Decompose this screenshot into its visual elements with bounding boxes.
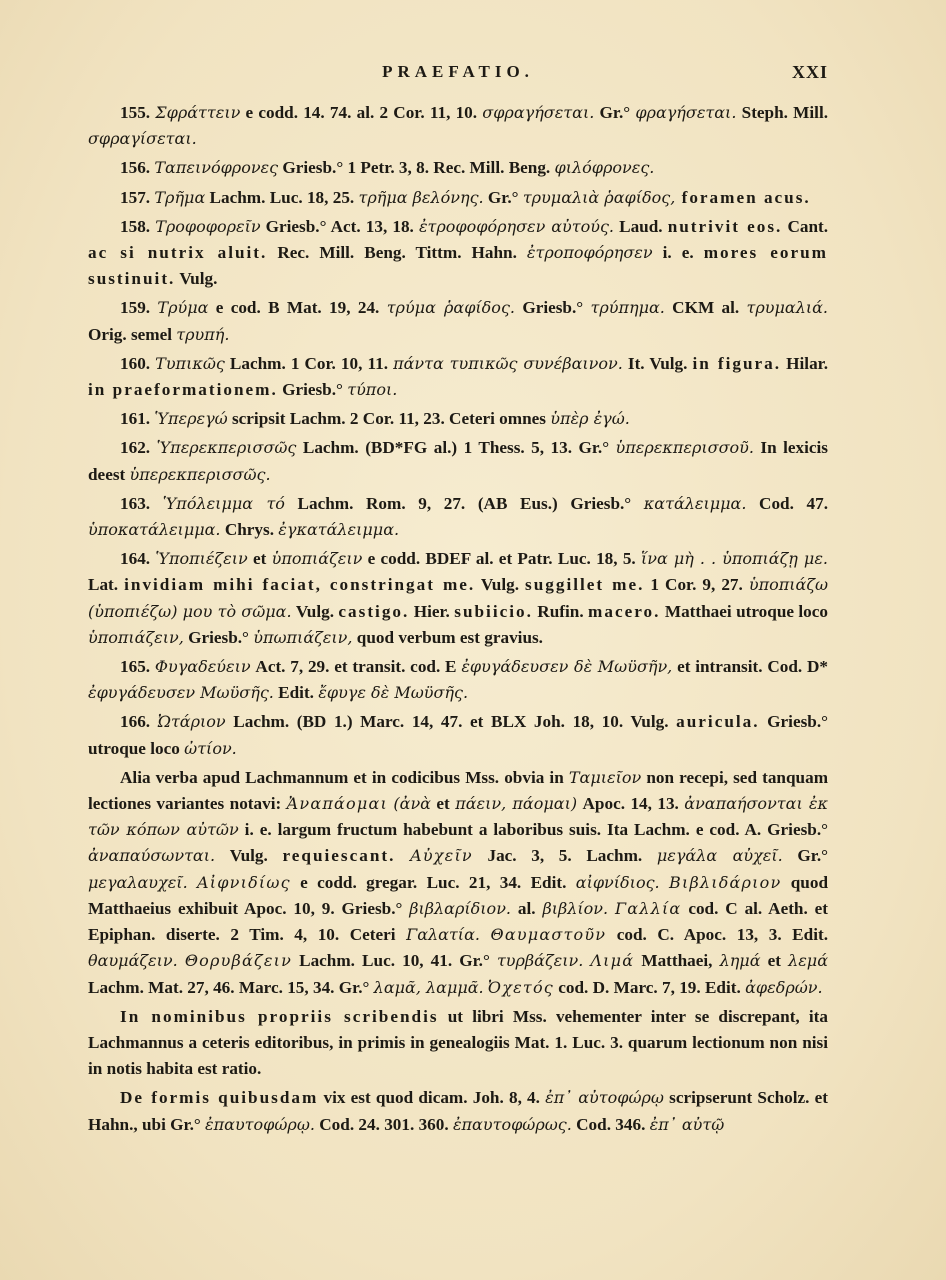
- latin-text: i. e.: [652, 243, 704, 263]
- greek-text: ἐφυγάδευσεν Μωϋσῆς.: [88, 683, 274, 703]
- latin-text: Rufin.: [532, 601, 589, 621]
- greek-text: Ὑπόλειμμα τό: [162, 493, 285, 513]
- latin-text: macero.: [588, 601, 661, 621]
- greek-text: πάειν, πάομαι): [455, 794, 578, 814]
- greek-text: ἀναπαύσωνται.: [88, 846, 216, 866]
- greek-text: ὑποπιάζειν,: [88, 627, 184, 647]
- latin-text: Griesb.°: [277, 380, 348, 400]
- latin-text: Vulg.: [215, 846, 283, 866]
- latin-text: Griesb.°: [183, 627, 254, 647]
- greek-text: ὑποκατάλειμμα.: [88, 520, 221, 540]
- entry-number: 160.: [120, 353, 151, 373]
- entry-number: 164.: [120, 549, 151, 569]
- latin-text: Laud.: [614, 216, 668, 236]
- latin-text: in praeformationem.: [88, 380, 278, 400]
- latin-text: 1 Cor. 9, 27.: [644, 575, 749, 595]
- greek-text: ὑποπιάζω (ὑποπιέζω) μου τὸ σῶμα.: [88, 575, 829, 621]
- latin-text: e codd. BDEF al. et Patr. Luc. 18, 5.: [362, 549, 641, 569]
- greek-text: λεμά: [788, 951, 828, 971]
- latin-text: Edit.: [273, 683, 319, 703]
- latin-text: Vulg.: [475, 575, 526, 595]
- entry-165: [88, 654, 828, 706]
- latin-text: ac si nutrix aluit.: [88, 243, 268, 263]
- latin-text: Steph. Mill.: [736, 103, 829, 122]
- greek-text: ἀναπαήσονται ἐκ τῶν κόπων αὐτῶν: [88, 794, 829, 840]
- greek-text: Ταπεινόφρονες: [154, 158, 279, 178]
- latin-text: Hier.: [409, 601, 455, 621]
- entry-157: [88, 185, 828, 211]
- latin-text: [608, 899, 615, 918]
- latin-text: Griesb.° Act. 13, 18.: [260, 216, 419, 236]
- greek-text: ὑποπιάζειν: [271, 549, 363, 569]
- latin-text: quod verbum est gravius.: [352, 627, 543, 647]
- greek-text: ὑπωπιάζειν,: [253, 627, 353, 647]
- greek-text: φραγήσεται.: [635, 103, 737, 122]
- greek-text: σφραγήσεται.: [482, 103, 595, 122]
- latin-text: Gr.°: [594, 103, 636, 122]
- latin-text: [660, 873, 669, 892]
- latin-text: Lachm. Mat. 27, 46. Marc. 15, 34. Gr.°: [88, 977, 374, 997]
- greek-text: Λιμά: [590, 951, 635, 971]
- greek-text: Τροφοφορεῖν: [155, 216, 261, 236]
- greek-text: ὑπερεκπερισσῶς.: [129, 464, 271, 484]
- entry-number: 166.: [120, 712, 151, 732]
- greek-text: Σφράττειν: [155, 103, 241, 122]
- entry-number: 158.: [120, 216, 151, 236]
- greek-text: κατάλειμμα.: [643, 493, 747, 513]
- greek-text: λημά: [719, 951, 761, 971]
- entry-number: 162.: [120, 438, 151, 458]
- latin-text: [178, 951, 185, 970]
- greek-text: Ὑπερεκπερισσῶς: [156, 438, 297, 458]
- latin-text: suggillet me.: [525, 575, 645, 595]
- greek-text: ἐφυγάδευσεν δὲ Μωϋσῆν,: [461, 657, 673, 677]
- latin-text: castigo.: [338, 601, 410, 621]
- latin-text: Matthaei,: [634, 951, 720, 971]
- greek-text: ἐπαυτοφώρως.: [452, 1114, 572, 1134]
- latin-text: quod Matthaeius exhibuit Apoc. 10, 9. Griesb.°: [88, 872, 829, 918]
- entry-160: [88, 351, 828, 403]
- greek-text: τυρβάζειν.: [496, 951, 584, 971]
- entry-161: [88, 406, 828, 432]
- latin-text: In lexicis deest: [88, 438, 828, 484]
- entry-158: [88, 214, 828, 293]
- greek-text: Αὐχεῖν: [410, 846, 473, 866]
- latin-text: De formis quibusdam: [120, 1088, 319, 1108]
- entry-number: 156.: [120, 158, 151, 178]
- entry-155: [88, 100, 828, 152]
- greek-text: αἰφνίδιος.: [575, 872, 660, 892]
- greek-text: τρύπημα.: [590, 298, 665, 318]
- greek-text: Αἰφνιδίως: [197, 872, 291, 892]
- latin-text: Rec. Mill. Beng. Tittm. Hahn.: [267, 243, 527, 263]
- page-number: XXI: [791, 62, 828, 82]
- greek-text: Τυπικῶς: [155, 353, 225, 373]
- latin-text: et: [430, 794, 456, 814]
- entry-number: 163.: [120, 493, 151, 513]
- latin-text: Jac. 3, 5. Lachm.: [472, 846, 657, 866]
- latin-text: In nominibus propriis scribendis: [120, 1006, 439, 1026]
- latin-text: Lachm. Luc. 18, 25.: [205, 187, 359, 207]
- entry-number: 159.: [120, 298, 151, 318]
- latin-text: Cod. 24. 301. 360.: [314, 1114, 453, 1134]
- latin-text: nutrivit eos.: [667, 216, 783, 236]
- latin-text: Griesb.° 1 Petr. 3, 8. Rec. Mill. Beng.: [278, 158, 555, 178]
- running-title: PRAEFATIO.: [382, 62, 534, 81]
- latin-text: Cant.: [782, 216, 829, 236]
- latin-text: Lachm. (BD 1.) Marc. 14, 47. et BLX Joh. 18, 10. Vulg.: [225, 712, 677, 732]
- greek-text: Ὑπερεγώ: [154, 409, 228, 429]
- latin-text: [395, 846, 410, 865]
- paragraph: [88, 1085, 828, 1137]
- greek-text: Ὠτάριον: [157, 712, 226, 732]
- latin-text: i. e. largum fructum habebunt a laboribus suis. Ita Lachm. e cod. A. Griesb.°: [238, 820, 828, 840]
- entry-164: [88, 546, 828, 651]
- latin-text: Alia verba apud Lachmannum et in codicibus Mss. obvia in: [120, 767, 569, 787]
- latin-text: subiicio.: [454, 601, 533, 621]
- latin-text: non recepi, sed tanquam lectiones variantes notavi:: [88, 767, 829, 814]
- latin-text: requiescant.: [282, 846, 396, 866]
- latin-text: Lachm. Rom. 9, 27. (AB Eus.) Griesb.°: [284, 493, 644, 513]
- entry-number: 165.: [120, 657, 151, 677]
- latin-text: cod. D. Marc. 7, 19. Edit.: [553, 977, 746, 997]
- greek-text: ὑπὲρ ἐγώ.: [550, 409, 630, 429]
- latin-text: e codd. 14. 74. al. 2 Cor. 11, 10.: [240, 103, 483, 122]
- greek-text: ὠτίον.: [184, 738, 237, 758]
- latin-text: Lachm. Luc. 10, 41. Gr.°: [292, 951, 497, 971]
- latin-text: Vulg.: [291, 601, 339, 621]
- latin-text: Hilar.: [781, 353, 829, 373]
- greek-text: Θαυμαστοῦν: [490, 925, 607, 945]
- greek-text: λαμᾶ, λαμμᾶ.: [373, 977, 484, 997]
- greek-text: Βιβλιδάριον: [669, 872, 782, 892]
- entry-number: 157.: [120, 187, 151, 207]
- latin-text: e codd. gregar. Luc. 21, 34. Edit.: [290, 872, 576, 892]
- greek-text: τρυμαλιὰ ῥαφίδος,: [522, 187, 676, 207]
- latin-text: Griesb.°: [515, 298, 591, 318]
- greek-text: Ταμιεῖον: [568, 767, 642, 787]
- greek-text: ἀφεδρών.: [745, 977, 823, 997]
- latin-text: It. Vulg.: [622, 353, 693, 373]
- page-header: [88, 62, 828, 90]
- greek-text: ἔφυγε δὲ Μωϋσῆς.: [318, 683, 469, 703]
- entry-166: [88, 709, 828, 761]
- greek-text: ἐτροποφόρησεν: [526, 243, 653, 263]
- entry-156: [88, 155, 828, 181]
- latin-text: CKM al.: [664, 298, 747, 318]
- greek-text: βιβλίον.: [542, 898, 609, 918]
- entry-163: [88, 491, 828, 543]
- latin-text: invidiam mihi faciat, constringat me.: [124, 575, 476, 595]
- greek-text: Τρύμα: [157, 298, 209, 318]
- greek-text: πάντα τυπικῶς συνέβαινον.: [393, 353, 623, 373]
- greek-text: τρυμαλιά.: [746, 298, 829, 318]
- greek-text: μεγάλα αὐχεῖ.: [656, 846, 783, 866]
- entry-number: 161.: [120, 409, 151, 429]
- paragraph: [88, 765, 828, 1001]
- latin-text: et: [247, 549, 272, 569]
- latin-text: Lat.: [88, 575, 125, 595]
- latin-text: in figura.: [692, 353, 782, 373]
- greek-text: βιβλαρίδιον.: [409, 898, 511, 918]
- latin-text: scripsit Lachm. 2 Cor. 11, 23. Ceteri omnes: [227, 409, 551, 429]
- latin-text: e cod. B Mat. 19, 24.: [208, 298, 387, 318]
- latin-text: Apoc. 14, 13.: [577, 794, 685, 814]
- greek-text: Γαλλία: [614, 898, 682, 918]
- latin-text: Gr.°: [483, 187, 523, 207]
- greek-text: ἐγκατάλειμμα.: [278, 520, 400, 540]
- greek-text: μεγαλαυχεῖ.: [88, 872, 188, 892]
- latin-text: Cod. 346.: [571, 1114, 650, 1134]
- latin-text: Matthaei utroque loco: [660, 601, 829, 621]
- latin-text: Lachm. (BD*FG al.) 1 Thess. 5, 13. Gr.°: [296, 438, 616, 458]
- entry-number: 155.: [120, 103, 151, 122]
- latin-text: Act. 7, 29. et transit. cod. E: [250, 657, 462, 677]
- greek-text: Γαλατία.: [406, 925, 480, 945]
- latin-text: [480, 925, 491, 944]
- greek-text: ὑπερεκπερισσοῦ.: [615, 438, 754, 458]
- latin-text: vix est quod dicam. Joh. 8, 4.: [318, 1088, 546, 1108]
- greek-text: Φυγαδεύειν: [154, 657, 251, 677]
- greek-text: Ἀναπάομαι: [286, 794, 388, 814]
- greek-text: ἐπ᾿ αὐτοφώρῳ: [545, 1088, 664, 1108]
- latin-text: Griesb.° utroque loco: [88, 712, 828, 758]
- greek-text: φιλόφρονες.: [554, 158, 655, 178]
- latin-text: scripserunt Scholz. et Hahn., ubi Gr.°: [88, 1088, 829, 1134]
- latin-text: Cod. 47.: [746, 493, 828, 513]
- latin-text: cod. C. Apoc. 13, 3. Edit.: [606, 925, 829, 945]
- latin-text: et intransit. Cod. D*: [672, 657, 828, 677]
- greek-text: τρῆμα βελόνης.: [358, 187, 484, 207]
- latin-text: cod. C al. Aeth. et Epiphan. diserte. 2 Tim. 4, 10. Ceteri: [88, 898, 829, 945]
- greek-text: (ἀνὰ: [393, 794, 431, 814]
- paragraph: [88, 1004, 828, 1083]
- latin-text: mores eorum sustinuit.: [88, 243, 829, 289]
- greek-text: ἐπ᾿ αὐτῷ: [649, 1114, 725, 1134]
- greek-text: ἐτροφοφόρησεν αὐτούς.: [418, 216, 615, 236]
- greek-text: Θορυβάζειν: [184, 951, 293, 971]
- latin-text: al.: [511, 898, 543, 918]
- latin-text: Gr.°: [782, 846, 828, 866]
- latin-text: Chrys.: [220, 520, 279, 540]
- page-body: [88, 100, 828, 1138]
- greek-text: Ὑποπιέζειν: [155, 549, 248, 569]
- greek-text: τύποι.: [347, 380, 398, 400]
- greek-text: τρυπή.: [176, 324, 230, 344]
- latin-text: et: [760, 951, 789, 971]
- latin-text: foramen acus.: [675, 187, 811, 207]
- greek-text: σφραγίσεται.: [88, 129, 197, 149]
- entry-162: [88, 435, 828, 487]
- latin-text: [188, 873, 197, 892]
- greek-text: Τρῆμα: [154, 187, 206, 207]
- greek-text: τρύμα ῥαφίδος.: [386, 298, 515, 318]
- latin-text: Orig. semel: [88, 324, 177, 344]
- latin-text: auricula.: [676, 712, 760, 732]
- greek-text: θαυμάζειν.: [88, 951, 178, 971]
- entry-159: [88, 295, 828, 347]
- latin-text: ut libri Mss. vehementer inter se discrepant, ita Lachmannus a ceteris editoribus, in primis in genealogiis Mat. 1. Luc. 3. quarum lectionum non nisi in notis habita est ratio.: [88, 1006, 828, 1079]
- latin-text: Vulg.: [175, 269, 218, 289]
- greek-text: ἵνα μὴ . . ὑποπιάζῃ με.: [640, 549, 828, 569]
- greek-text: Ὀχετός: [487, 977, 554, 997]
- greek-text: ἐπαυτοφώρῳ.: [205, 1114, 315, 1134]
- latin-text: Lachm. 1 Cor. 10, 11.: [224, 353, 394, 373]
